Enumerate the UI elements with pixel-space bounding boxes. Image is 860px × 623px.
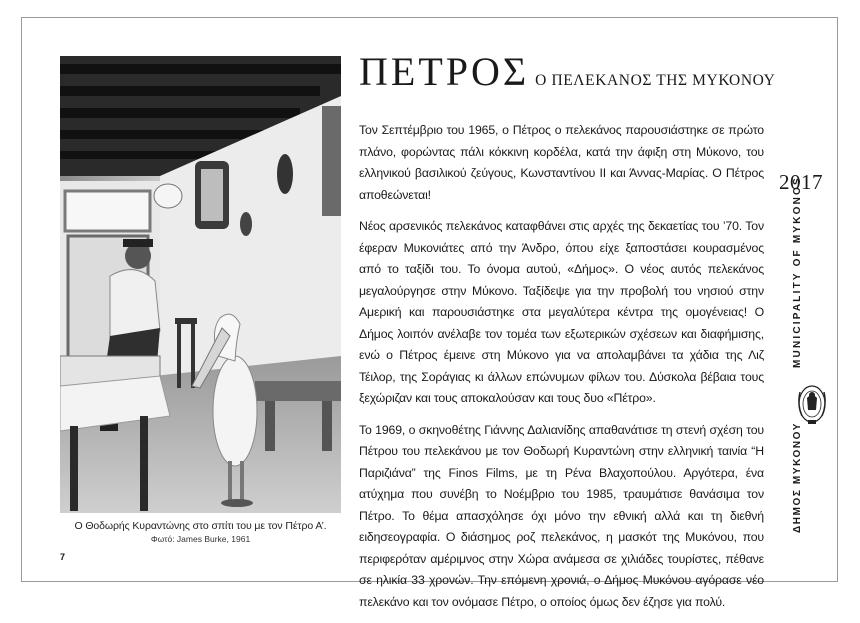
photo-illustration [60, 56, 341, 513]
paragraph-1: Τον Σεπτέμβριο του 1965, ο Πέτρος ο πελεκάνος παρουσιάστηκε σε πρώτο πλάνο, φορώντας πάλι κόκκινη κορδέλα, κατά την άφιξη στη Μύκονο, του ελληνικού βασιλικού ζεύγους, Κωνσταντίνου ΙΙ και Άννας-Μαρίας. Ο Πέτρος αποθεώνεται! [359, 123, 764, 202]
municipality-emblem-icon [796, 382, 828, 426]
paragraph-2: Νέος αρσενικός πελεκάνος καταφθάνει στις αρχές της δεκαετίας του ’70. Τον έφεραν Μυκονιάτες από την Άνδρο, όπου είχε ξαποστάσει κουρασμένος από το ταξίδι του. Το όνομα αυτού, «Δήμος». Ο νέος αυτός πελεκάνος μεγαλούργησε στην Μύκονο. Ταξίδεψε για την προβολή του νησιού στην Αμερική και παρουσιάστηκε στα μεγαλύτερα κέντρα της ομογένειας! Ο Δήμος λοιπόν ανέλαβε τον τομέα των εξωτερικών σχέσεων και διαφήμισης, ενώ ο Πέτρος έμεινε στη Μύκονο για να απολαμβάνει τα χάδια της Λιζ Τέιλορ, της Σοράγιας κι άλλων επώνυμων φίλων του. Δύσκολα βέβαια τους ξεχώριζαν και τους αποκαλούσαν και τους δυο «Πέτρο». [359, 219, 764, 405]
title-main: ΠΕΤΡΟΣ [359, 49, 530, 94]
year-label: 2017 [779, 170, 823, 194]
page-number: 7 [60, 552, 66, 562]
title-subtitle: Ο ΠΕΛΕΚΑΝΟΣ ΤΗΣ ΜΥΚΟΝΟΥ [535, 72, 776, 89]
photo-credit: Φωτό: James Burke, 1961 [150, 534, 251, 544]
paragraph-3: Το 1969, ο σκηνοθέτης Γιάννης Δαλιανίδης απαθανάτισε τη στενή σχέση του Πέτρου του πελεκάνου με τον Θοδωρή Κυραντώνη στην ελληνική ταινία “Η Παριζιάνα” της Finos Films, με τη Ρένα Βλαχοπούλου. Αργότερα, ένα ατύχημα που συνέβη το Νοέμβριο του 1985, τραυμάτισε θανάσιμα τον Πέτρο. Το θέμα απασχόλησε όχι μόνο την εθνική αλλά και τη διεθνή ειδησεογραφία. Ο διάσημος ροζ πελεκάνος, η μασκότ της Μυκόνου, που περιφερόταν αμέριμνος στην Χώρα ανάμεσα σε χιλιάδες τουρίστες, πέθανε σε ηλικία 33 χρονών. Την επόμενη χρονιά, ο Δήμος Μυκόνου αγόρασε νέο πελεκάνο και τον ονόμασε Πέτρο, ο οποίος όμως δεν έζησε για πολύ. [359, 422, 764, 609]
municipality-name-en: MUNICIPALITY OF MYKONOS [792, 176, 803, 368]
photo-caption [60, 520, 341, 544]
photo-man-with-pelican [60, 56, 341, 513]
article-body [359, 120, 764, 623]
municipality-name-gr: ΔΗΜΟΣ ΜΥΚΟΝΟΥ [792, 421, 803, 533]
caption-text: Ο Θοδωρής Κυραντώνης στο σπίτι του με τον Πέτρο Α’. [74, 520, 327, 532]
page-title [359, 49, 776, 94]
